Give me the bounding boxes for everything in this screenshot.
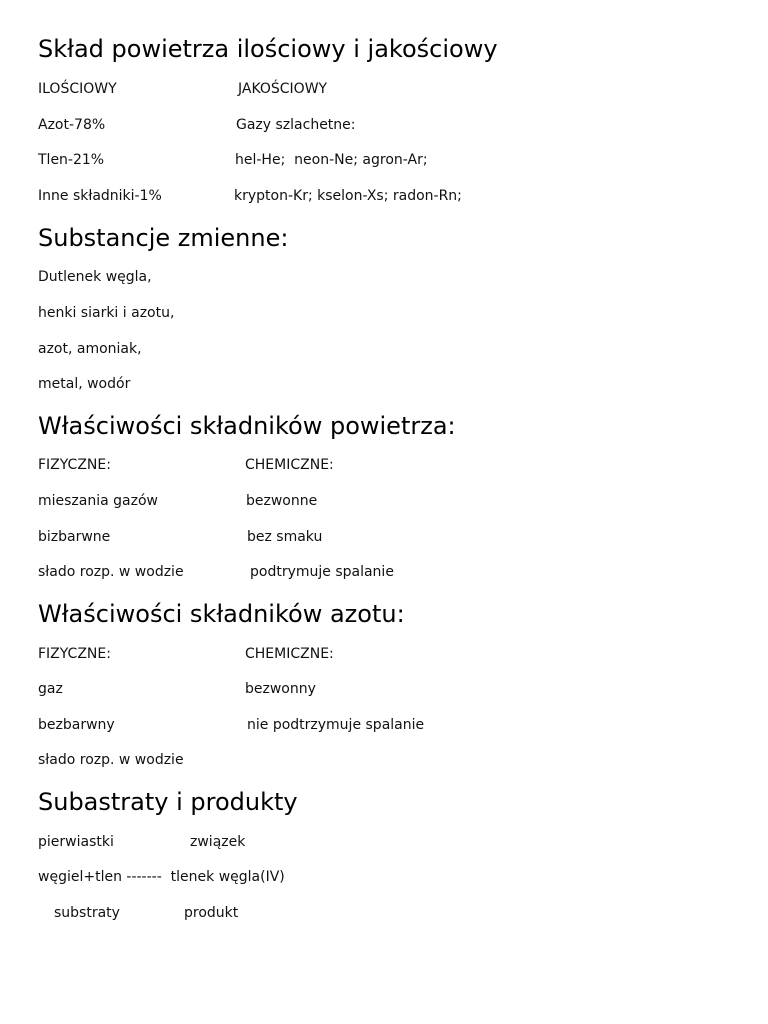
section-heading-air-properties: Właściwości składników powietrza:	[38, 412, 456, 440]
list-item: Tlen-21%	[38, 152, 105, 168]
list-item: metal, wodór	[38, 376, 131, 392]
list-item: słado rozp. w wodzie	[38, 564, 184, 580]
list-item: mieszania gazów	[38, 493, 158, 509]
section-heading-nitrogen-properties: Właściwości składników azotu:	[38, 600, 405, 628]
section-heading-variable-substances: Substancje zmienne:	[38, 224, 289, 252]
list-item: azot, amoniak,	[38, 341, 142, 357]
list-item: bez smaku	[247, 529, 323, 545]
label-elements: pierwiastki	[38, 834, 114, 850]
label-substrates: substraty	[54, 905, 120, 921]
label-product: produkt	[184, 905, 239, 921]
list-item: bizbarwne	[38, 529, 111, 545]
list-item: Azot-78%	[38, 117, 106, 133]
list-item: Inne składniki-1%	[38, 188, 162, 204]
list-item: krypton-Kr; kselon-Xs; radon-Rn;	[234, 188, 462, 204]
list-item: hel-He; neon-Ne; agron-Ar;	[235, 152, 428, 168]
list-item: henki siarki i azotu,	[38, 305, 175, 321]
list-item: bezwonne	[246, 493, 318, 509]
list-item: podtrymuje spalanie	[250, 564, 394, 580]
column-header-chemical: CHEMICZNE:	[245, 646, 334, 662]
column-header-physical: FIZYCZNE:	[38, 646, 111, 662]
reaction-equation: węgiel+tlen ------- tlenek węgla(IV)	[38, 869, 285, 885]
column-header-qualitative: JAKOŚCIOWY	[238, 81, 328, 97]
column-header-chemical: CHEMICZNE:	[245, 457, 334, 473]
list-item: Dutlenek węgla,	[38, 269, 152, 285]
section-heading-substrates-products: Subastraty i produkty	[38, 788, 298, 816]
list-item: gaz	[38, 681, 63, 697]
list-item: słado rozp. w wodzie	[38, 752, 184, 768]
list-item: Gazy szlachetne:	[236, 117, 356, 133]
list-item: bezwonny	[245, 681, 316, 697]
section-heading-air-composition: Skład powietrza ilościowy i jakościowy	[38, 35, 498, 63]
column-header-physical: FIZYCZNE:	[38, 457, 111, 473]
label-compound: związek	[190, 834, 246, 850]
column-header-quantitative: ILOŚCIOWY	[38, 81, 117, 97]
list-item: nie podtrzymuje spalanie	[247, 717, 425, 733]
list-item: bezbarwny	[38, 717, 115, 733]
